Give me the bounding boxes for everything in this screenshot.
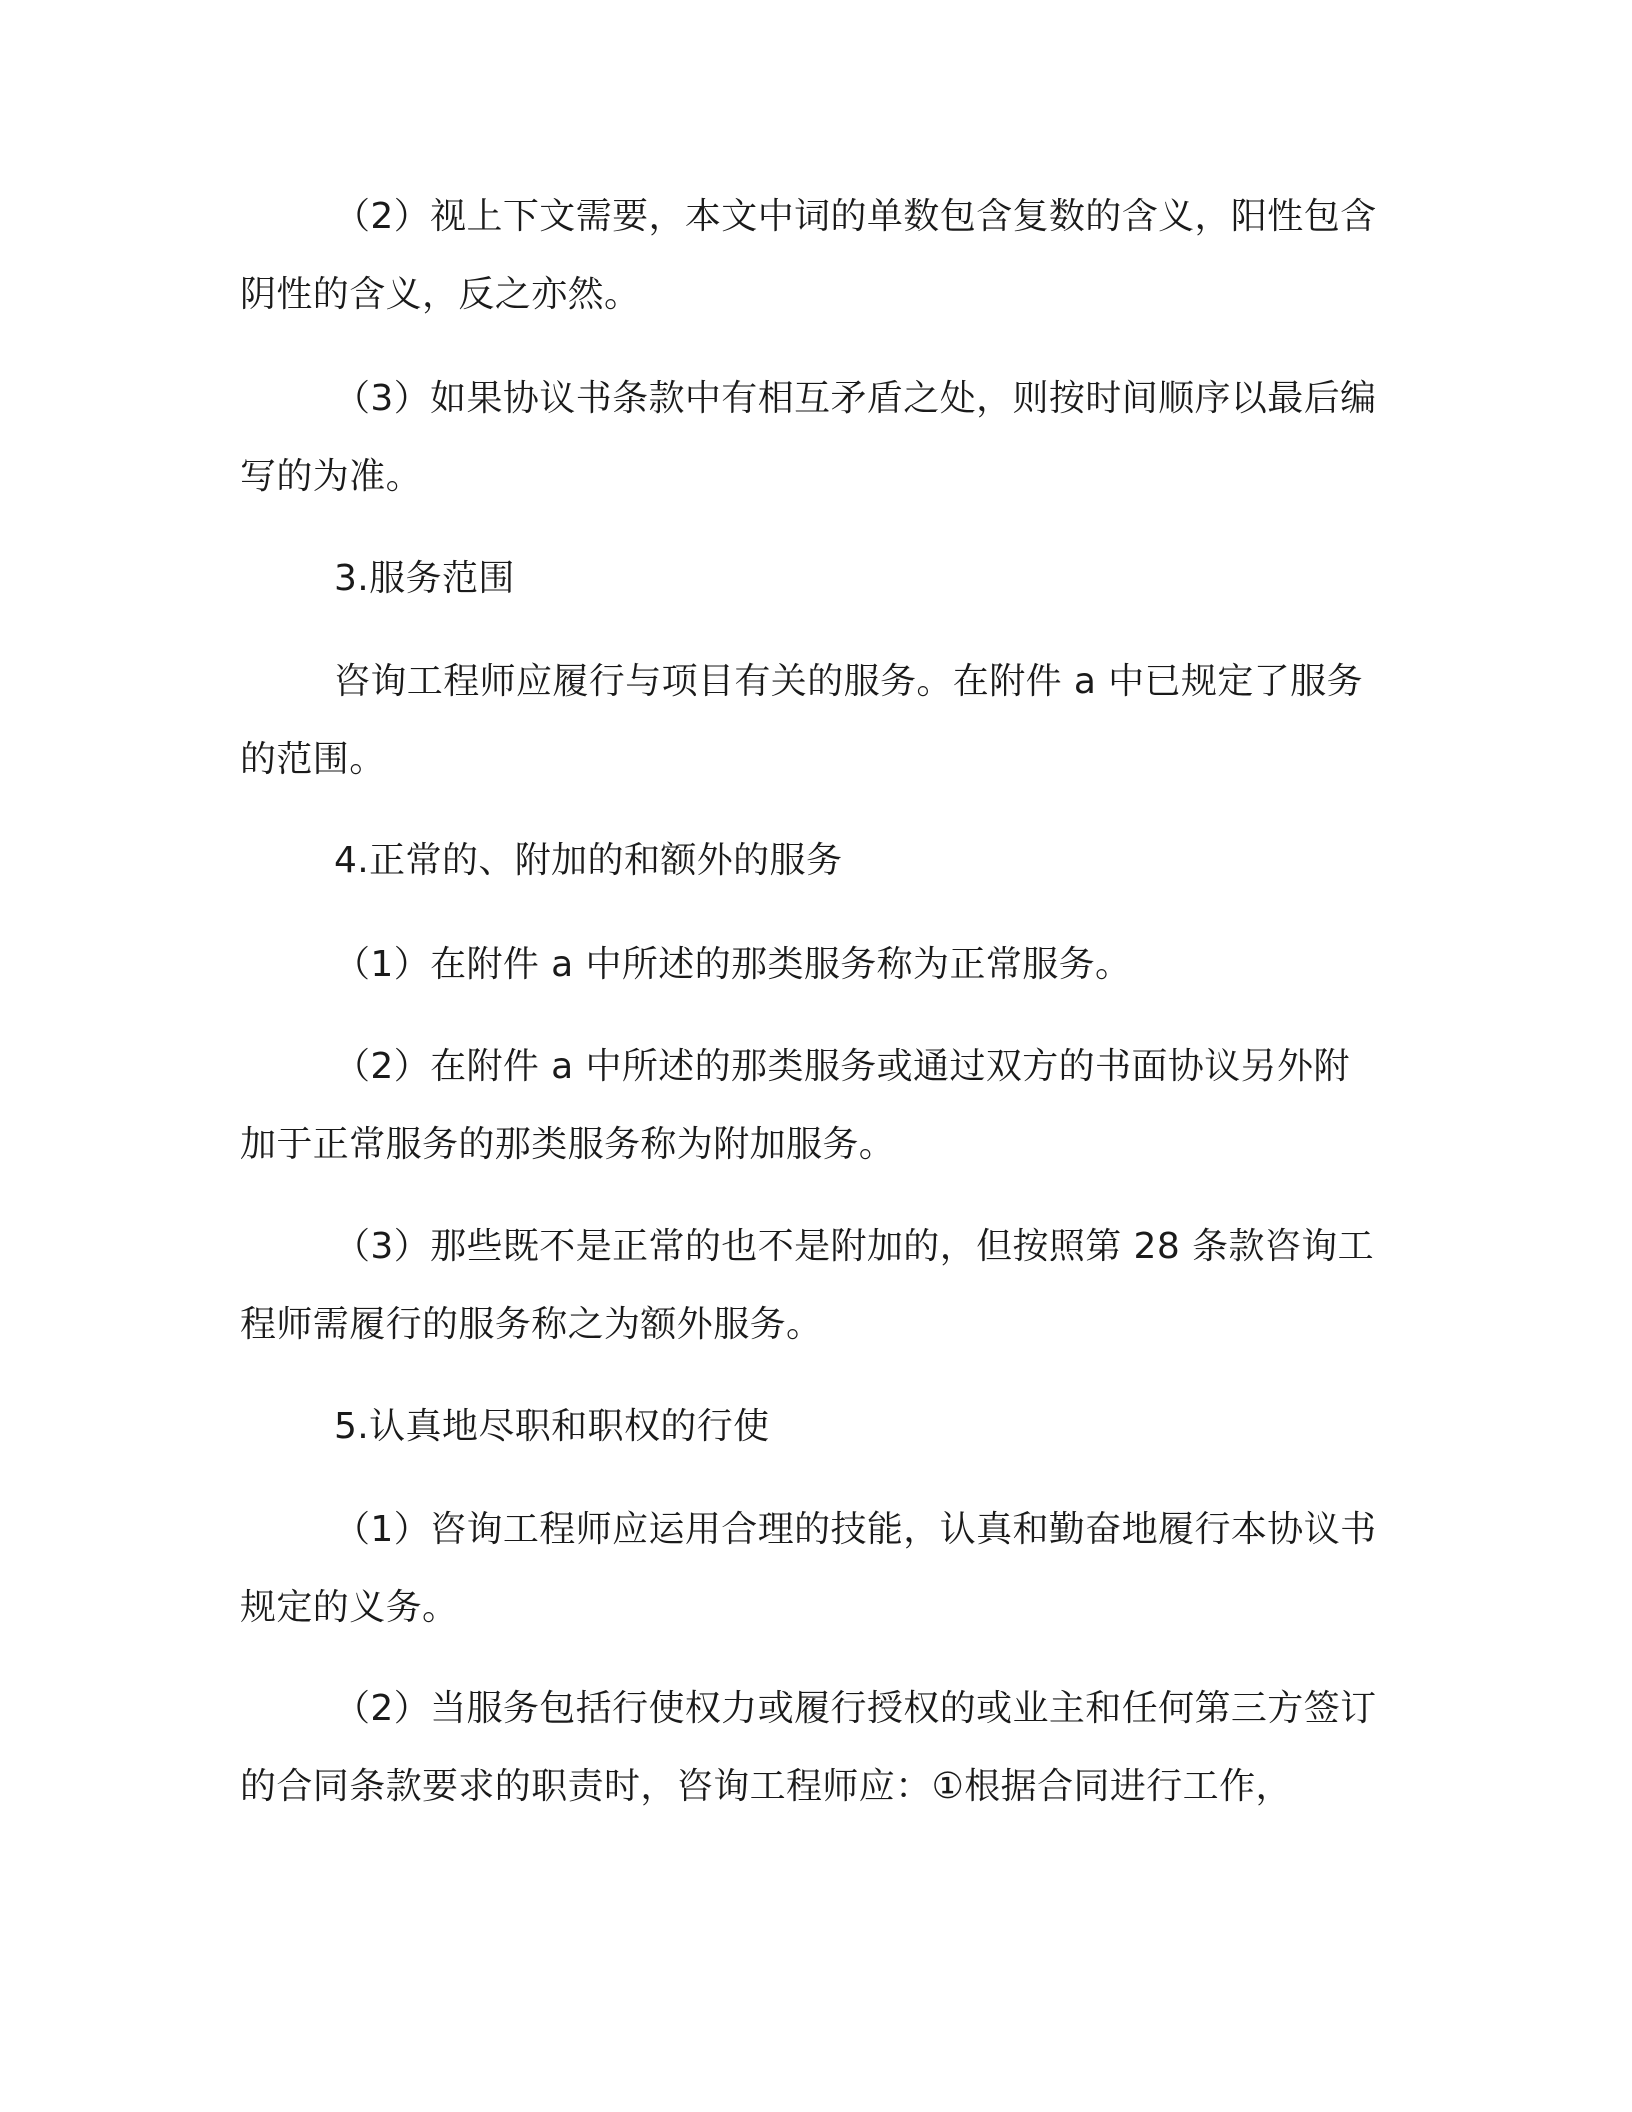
paragraph-service-scope: 咨询工程师应履行与项目有关的服务。在附件 a 中已规定了服务的范围。 <box>240 661 1363 780</box>
paragraph-extra-services: （3）那些既不是正常的也不是附加的，但按照第 28 条款咨询工程师需履行的服务称之为额外服务。 <box>240 1226 1374 1345</box>
paragraph-definition-3: （3）如果协议书条款中有相互矛盾之处，则按时间顺序以最后编写的为准。 <box>240 378 1377 497</box>
paragraph-definition-2: （2）视上下文需要，本文中词的单数包含复数的含义，阳性包含阴性的含义，反之亦然。 <box>240 196 1377 315</box>
paragraph-normal-services: （1）在附件 a 中所述的那类服务称为正常服务。 <box>334 944 1132 985</box>
paragraph-duty-care-1: （1）咨询工程师应运用合理的技能，认真和勤奋地履行本协议书规定的义务。 <box>240 1509 1377 1628</box>
section-heading-3: 3.服务范围 <box>334 558 515 599</box>
section-heading-4: 4.正常的、附加的和额外的服务 <box>334 840 843 881</box>
paragraph-duty-care-2: （2）当服务包括行使权力或履行授权的或业主和任何第三方签订的合同条款要求的职责时，咨询工程师应：①根据合同进行工作， <box>240 1688 1377 1807</box>
paragraph-additional-services: （2）在附件 a 中所述的那类服务或通过双方的书面协议另外附加于正常服务的那类服务称为附加服务。 <box>240 1046 1350 1165</box>
section-heading-5: 5.认真地尽职和职权的行使 <box>334 1406 770 1447</box>
